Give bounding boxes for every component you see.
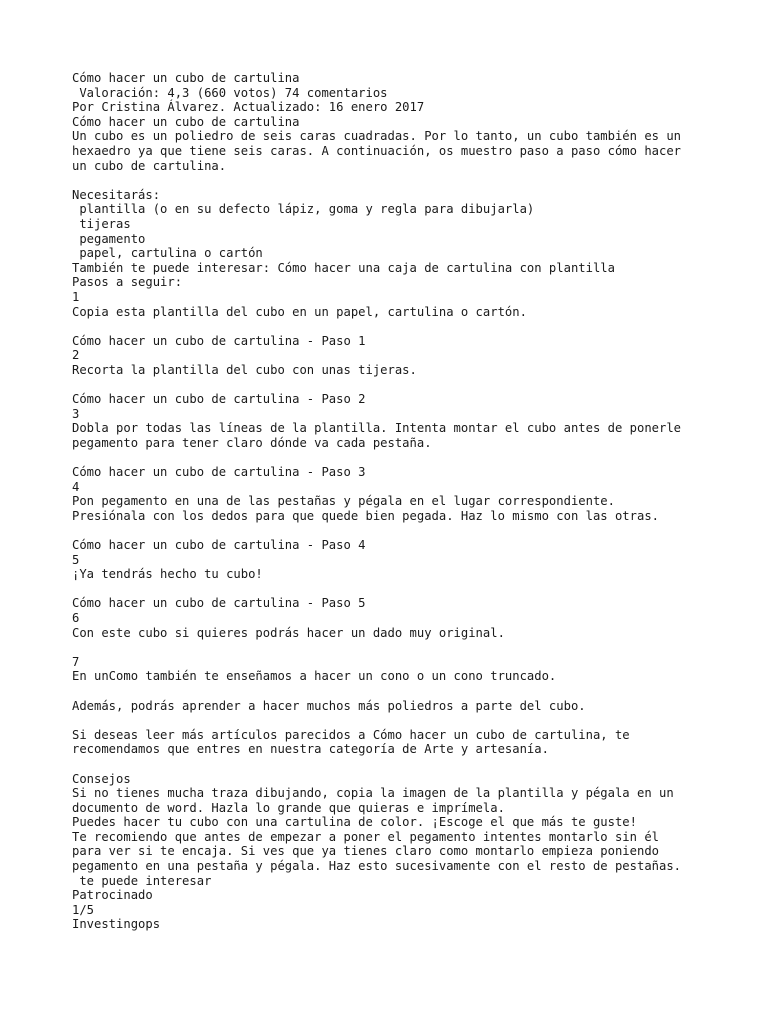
text-line: Pasos a seguir: [72, 275, 183, 290]
blank-line [72, 757, 732, 772]
text-line: recomendamos que entres en nuestra categoría de Arte y artesanía. [72, 742, 549, 757]
text-line: Además, podrás aprender a hacer muchos más poliedros a parte del cubo. [72, 698, 586, 713]
text-line: 4 [72, 479, 80, 494]
text-line: Cómo hacer un cubo de cartulina - Paso 5 [72, 596, 366, 611]
text-line: También te puede interesar: Cómo hacer una caja de cartulina con plantilla [72, 260, 615, 275]
text-line: pegamento en una pestaña y pégala. Haz esto sucesivamente con el resto de pestañas. [72, 859, 682, 874]
text-line: Valoración: 4,3 (660 votos) 74 comentarios [72, 85, 388, 100]
blank-line [72, 640, 732, 655]
text-line: 1 [72, 289, 80, 304]
text-line: Necesitarás: [72, 187, 161, 202]
text-line: 3 [72, 406, 80, 421]
document-body [72, 71, 732, 932]
text-line: Pon pegamento en una de las pestañas y pégala en el lugar correspondiente. [72, 494, 615, 509]
text-line: Cómo hacer un cubo de cartulina - Paso 4 [72, 538, 366, 552]
text-line: para ver si te encaja. Si ves que ya tienes claro como montarlo empieza poniendo [72, 844, 659, 859]
text-line: Investingops [72, 917, 161, 932]
text-line: plantilla (o en su defecto lápiz, goma y regla para dibujarla) [72, 202, 535, 217]
text-line: Si deseas leer más artículos parecidos a Cómo hacer un cubo de cartulina, te [72, 727, 630, 742]
text-line: Cómo hacer un cubo de cartulina [72, 114, 300, 129]
text-line: Por Cristina Álvarez. Actualizado: 16 enero 2017 [72, 100, 425, 115]
text-line: Patrocinado [72, 888, 153, 903]
text-line: Recorta la plantilla del cubo con unas tijeras. [72, 362, 417, 377]
text-line: te puede interesar [72, 873, 212, 888]
text-line: Puedes hacer tu cubo con una cartulina de color. ¡Escoge el que más te guste! [72, 815, 637, 830]
blank-line [72, 582, 732, 597]
text-line: documento de word. Hazla lo grande que quieras e imprímela. [72, 800, 505, 815]
text-line: Presiónala con los dedos para que quede bien pegada. Haz lo mismo con las otras. [72, 508, 659, 523]
text-line: hexaedro ya que tiene seis caras. A continuación, os muestro paso a paso cómo hacer [72, 143, 682, 158]
blank-line [72, 713, 732, 728]
text-line: ¡Ya tendrás hecho tu cubo! [72, 567, 263, 582]
text-line: Con este cubo si quieres podrás hacer un dado muy original. [72, 625, 505, 640]
blank-line [72, 684, 732, 699]
text-line: Cómo hacer un cubo de cartulina [72, 71, 300, 85]
text-line: Si no tienes mucha traza dibujando, copia la imagen de la plantilla y pégala en un [72, 786, 674, 801]
text-line: Cómo hacer un cubo de cartulina - Paso 2 [72, 392, 366, 407]
text-line: pegamento para tener claro dónde va cada pestaña. [72, 435, 432, 450]
text-line: 5 [72, 552, 80, 567]
text-line: Cómo hacer un cubo de cartulina - Paso 3 [72, 465, 366, 480]
text-line: Consejos [72, 771, 131, 786]
text-line: tijeras [72, 216, 131, 231]
text-line: Un cubo es un poliedro de seis caras cuadradas. Por lo tanto, un cubo también es un [72, 129, 682, 144]
text-line: Te recomiendo que antes de empezar a poner el pegamento intentes montarlo sin él [72, 829, 659, 844]
text-line: Cómo hacer un cubo de cartulina - Paso 1 [72, 333, 366, 348]
text-line: 1/5 [72, 902, 95, 917]
blank-line [72, 450, 732, 465]
text-line: Copia esta plantilla del cubo en un papel, cartulina o cartón. [72, 304, 527, 319]
text-line: 7 [72, 654, 80, 669]
blank-line [72, 319, 732, 334]
text-line: un cubo de cartulina. [72, 158, 227, 173]
text-line: Dobla por todas las líneas de la plantilla. Intenta montar el cubo antes de ponerle [72, 421, 682, 436]
text-line: papel, cartulina o cartón [72, 246, 263, 261]
blank-line [72, 523, 732, 538]
blank-line [72, 173, 732, 188]
text-line: En unComo también te enseñamos a hacer un cono o un cono truncado. [72, 669, 557, 684]
text-line: pegamento [72, 231, 146, 246]
text-line: 6 [72, 610, 80, 625]
blank-line [72, 377, 732, 392]
text-line: 2 [72, 348, 80, 363]
